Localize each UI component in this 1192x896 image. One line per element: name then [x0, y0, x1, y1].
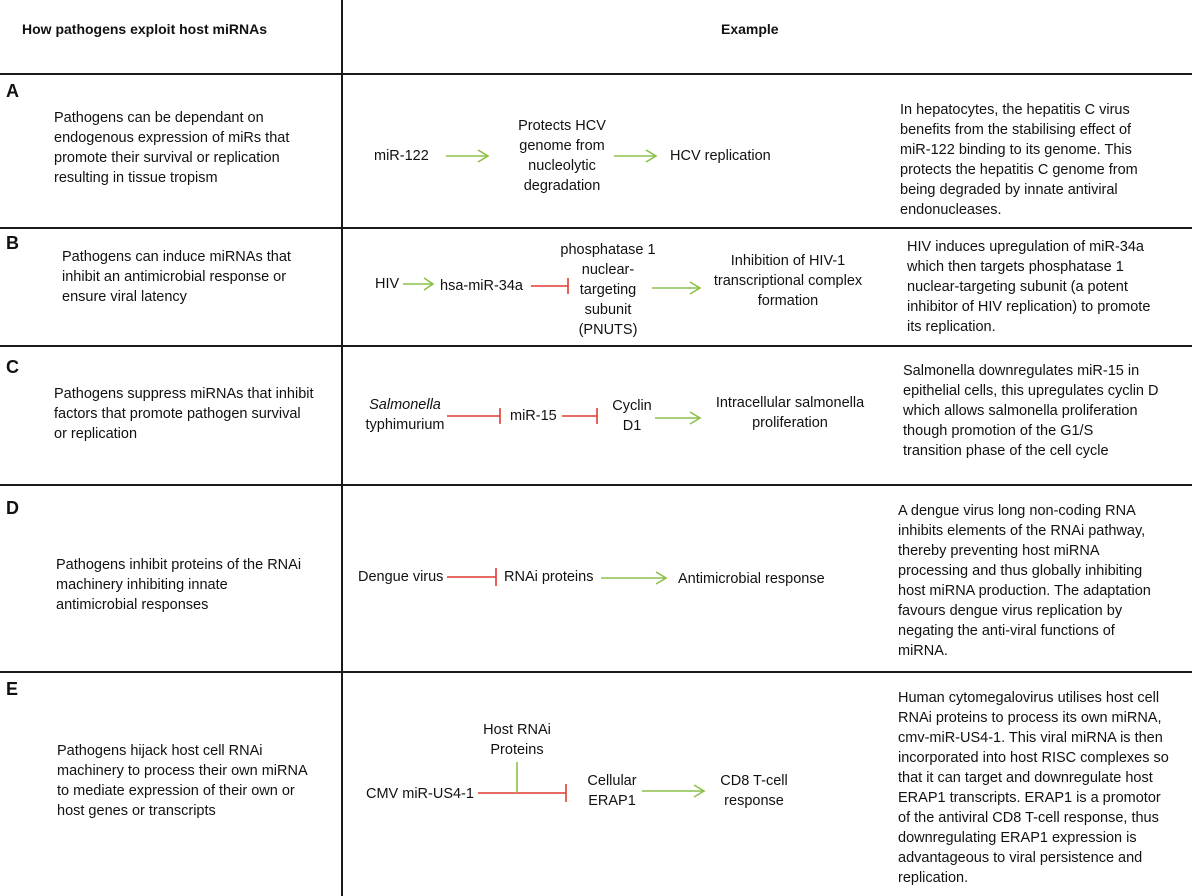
- node-text: Salmonella: [369, 397, 441, 413]
- node-text: Cellular: [587, 773, 637, 789]
- node-text: Protects HCV: [518, 118, 606, 134]
- node-text: miR-15: [510, 408, 557, 424]
- expl-line: A dengue virus long non-coding RNA: [898, 503, 1136, 519]
- node-text: hsa-miR-34a: [440, 278, 523, 294]
- node-text: degradation: [523, 178, 601, 194]
- expl-line: thereby preventing host miRNA: [898, 543, 1100, 559]
- expl-line: that it can target and downregulate host: [898, 770, 1153, 786]
- expl-line: epithelial cells, this upregulates cyclin D: [903, 383, 1159, 399]
- expl-line: advantageous to viral persistence and: [898, 850, 1143, 866]
- activation-arrow: [446, 150, 488, 162]
- activation-arrow: [403, 278, 433, 290]
- inhibition-bar: [531, 278, 568, 294]
- node-text: Dengue virus: [358, 569, 444, 585]
- desc-line: or replication: [54, 426, 138, 442]
- node-text: Antimicrobial response: [678, 571, 825, 587]
- desc-line: factors that promote pathogen survival: [54, 406, 301, 422]
- node-text: CD8 T-cell: [720, 773, 788, 789]
- expl-line: which then targets phosphatase 1: [907, 259, 1124, 275]
- row-letter-b: B: [6, 233, 19, 253]
- node-text: miR-122: [374, 148, 429, 164]
- node-text: subunit: [584, 302, 632, 318]
- expl-line: host miRNA production. The adaptation: [898, 583, 1151, 599]
- expl-line: transition phase of the cell cycle: [903, 443, 1109, 459]
- activation-arrow: [601, 572, 666, 584]
- desc-line: antimicrobial responses: [56, 597, 209, 613]
- desc-line: inhibit an antimicrobial response or: [62, 269, 287, 285]
- row-letter-c: C: [6, 357, 19, 377]
- expl-line: ERAP1 transcripts. ERAP1 is a promotor: [898, 790, 1161, 806]
- node-text: ERAP1: [588, 793, 636, 809]
- expl-line: inhibitor of HIV replication) to promote: [907, 299, 1151, 315]
- inhibition-bar: [562, 408, 597, 424]
- expl-line: being degraded by innate antiviral: [900, 182, 1118, 198]
- node-text: Proteins: [490, 742, 544, 758]
- row-letter-e: E: [6, 679, 19, 699]
- desc-line: Pathogens can be dependant on: [54, 110, 264, 126]
- desc-line: to mediate expression of their own or: [57, 783, 295, 799]
- node-text: nuclear-: [581, 262, 635, 278]
- expl-line: of the antiviral CD8 T-cell response, thus: [898, 810, 1159, 826]
- node-text: D1: [622, 418, 642, 434]
- expl-line: incorporated into host RISC complexes so: [898, 750, 1169, 766]
- node-text: RNAi proteins: [504, 569, 594, 585]
- node-text: typhimurium: [365, 417, 445, 433]
- node-text: formation: [757, 293, 819, 309]
- expl-line: negating the anti-viral functions of: [898, 623, 1115, 639]
- expl-line: though promotion of the G1/S: [903, 423, 1094, 439]
- expl-line: cmv-miR-US4-1. This viral miRNA is then: [898, 730, 1163, 746]
- expl-line: benefits from the stabilising effect of: [900, 122, 1132, 138]
- node-text: CMV miR-US4-1: [366, 786, 474, 802]
- desc-line: machinery inhibiting innate: [56, 577, 228, 593]
- node-text: transcriptional complex: [713, 273, 863, 289]
- desc-line: resulting in tissue tropism: [54, 170, 218, 186]
- expl-line: downregulating ERAP1 expression is: [898, 830, 1137, 846]
- activation-arrow: [652, 282, 700, 294]
- row-letter-d: D: [6, 498, 19, 518]
- node-text: genome from: [519, 138, 605, 154]
- node-text: HCV replication: [670, 148, 771, 164]
- desc-line: Pathogens hijack host cell RNAi: [57, 743, 263, 759]
- activation-arrow: [614, 150, 656, 162]
- node-text: proliferation: [752, 415, 828, 431]
- node-text: (PNUTS): [578, 322, 638, 338]
- node-text: response: [724, 793, 784, 809]
- expl-line: processing and thus globally inhibiting: [898, 563, 1143, 579]
- column-header-example: Example: [721, 21, 779, 37]
- desc-line: Pathogens suppress miRNAs that inhibit: [54, 386, 314, 402]
- activation-arrow: [655, 412, 700, 424]
- node-text: HIV: [375, 276, 400, 292]
- expl-line: nuclear-targeting subunit (a potent: [907, 279, 1128, 295]
- row-letter-a: A: [6, 81, 19, 101]
- expl-line: miRNA.: [898, 643, 948, 659]
- expl-line: Human cytomegalovirus utilises host cell: [898, 690, 1160, 706]
- node-text: Host RNAi: [483, 722, 551, 738]
- desc-line: Pathogens inhibit proteins of the RNAi: [56, 557, 302, 573]
- desc-line: endogenous expression of miRs that: [54, 130, 290, 146]
- node-text: Intracellular salmonella: [715, 395, 865, 411]
- node-text: Cyclin: [612, 398, 652, 414]
- expl-line: miR-122 binding to its genome. This: [900, 142, 1132, 158]
- expl-line: RNAi proteins to process its own miRNA,: [898, 710, 1162, 726]
- expl-line: In hepatocytes, the hepatitis C virus: [900, 102, 1130, 118]
- node-text: nucleolytic: [528, 158, 596, 174]
- desc-line: promote their survival or replication: [54, 150, 280, 166]
- expl-line: replication.: [898, 870, 969, 886]
- inhibition-bar: [447, 568, 496, 586]
- expl-line: HIV induces upregulation of miR-34a: [907, 239, 1144, 255]
- activation-arrow: [642, 785, 704, 797]
- expl-line: favours dengue virus replication by: [898, 603, 1123, 619]
- expl-line: its replication.: [907, 319, 996, 335]
- expl-line: inhibits elements of the RNAi pathway,: [898, 523, 1146, 539]
- node-text: targeting: [579, 282, 637, 298]
- expl-line: protects the hepatitis C genome from: [900, 162, 1138, 178]
- inhibition-bar: [478, 784, 566, 802]
- expl-line: endonucleases.: [900, 202, 1002, 218]
- expl-line: Salmonella downregulates miR-15 in: [903, 363, 1140, 379]
- desc-line: host genes or transcripts: [57, 803, 216, 819]
- node-text: phosphatase 1: [560, 242, 656, 258]
- expl-line: which allows salmonella proliferation: [903, 403, 1138, 419]
- desc-line: machinery to process their own miRNA: [57, 763, 308, 779]
- column-header-mechanism: How pathogens exploit host miRNAs: [22, 21, 268, 37]
- desc-line: ensure viral latency: [62, 289, 187, 305]
- inhibition-bar: [447, 408, 500, 424]
- node-text: Inhibition of HIV-1: [730, 253, 846, 269]
- desc-line: Pathogens can induce miRNAs that: [62, 249, 291, 265]
